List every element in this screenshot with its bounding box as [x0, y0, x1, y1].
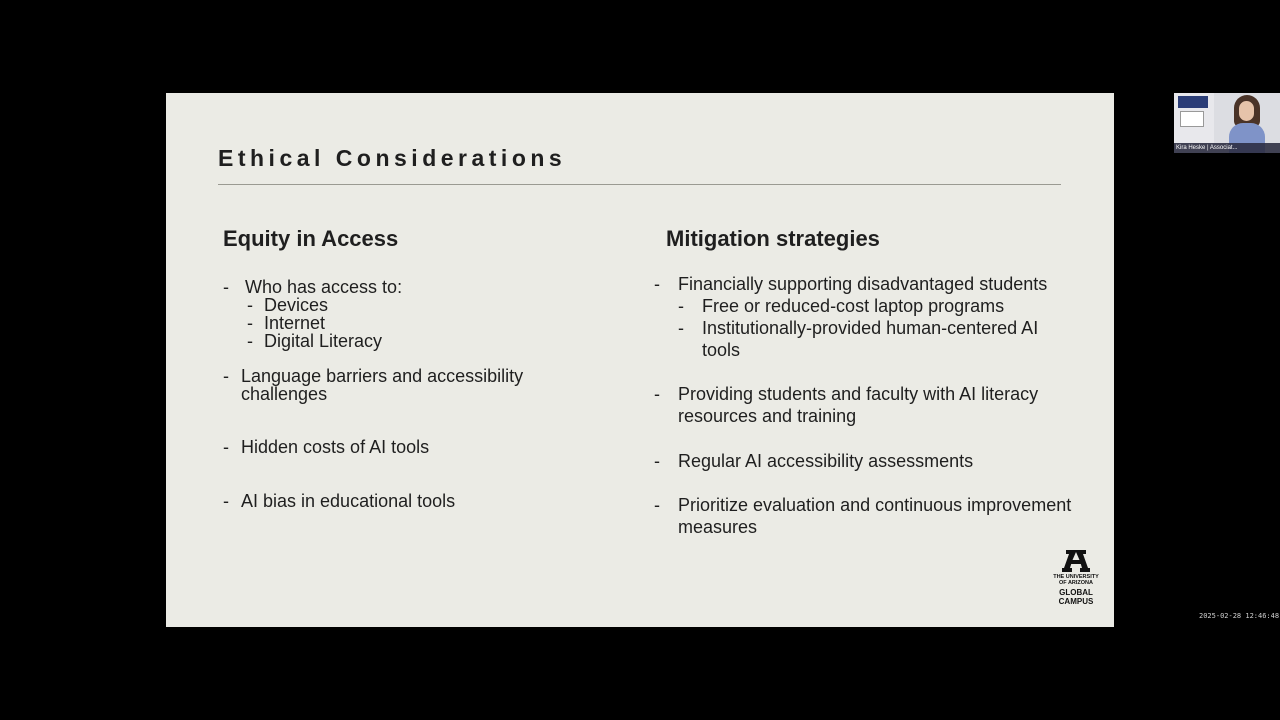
bullet-text: AI bias in educational tools: [241, 491, 456, 511]
participant-video-tile[interactable]: [1174, 93, 1280, 153]
background-banner: [1178, 96, 1208, 108]
bullet-dash: -: [654, 384, 660, 404]
bullet-text-continued: measures: [678, 517, 758, 537]
bullet-text: Language barriers and accessibility: [241, 366, 524, 386]
bullet-dash: -: [223, 437, 229, 457]
bullet-dash: -: [654, 274, 660, 294]
logo-line-3: GLOBAL: [1059, 588, 1093, 597]
logo-campus-text: [1051, 588, 1101, 606]
bullet-dash: -: [654, 451, 660, 471]
bullet-text: Devices: [264, 295, 329, 315]
bullet-text-continued: resources and training: [678, 406, 857, 426]
participant-name: Kira Heske | Associat...: [1176, 145, 1238, 151]
bullet-dash: -: [247, 295, 253, 315]
bullet-dash: -: [223, 366, 229, 386]
background-card: [1180, 111, 1204, 127]
slide-title: Ethical Considerations: [218, 145, 567, 171]
bullet-text: Free or reduced-cost laptop programs: [702, 296, 1005, 316]
bullet-dash: -: [247, 313, 253, 333]
bullet-dash: -: [654, 495, 660, 515]
university-logo: [1051, 548, 1101, 614]
bullet-text-continued: challenges: [241, 384, 328, 404]
logo-university-text: [1051, 574, 1101, 586]
block-a-icon: [1062, 548, 1090, 572]
recording-timestamp: 2025-02-28 12:46:48: [1199, 612, 1280, 620]
mitigation-heading: Mitigation strategies: [666, 226, 880, 251]
bullet-text: Internet: [264, 313, 326, 333]
logo-line-4: CAMPUS: [1058, 597, 1094, 606]
bullet-dash: -: [223, 491, 229, 511]
bullet-text: Providing students and faculty with AI literacy: [678, 384, 1039, 404]
bullet-dash: -: [223, 277, 229, 297]
bullet-text: Hidden costs of AI tools: [241, 437, 430, 457]
participant-face: [1239, 101, 1254, 121]
bullet-text-continued: tools: [702, 340, 741, 360]
title-divider: [218, 184, 1061, 185]
bullet-dash: -: [678, 296, 684, 316]
bullet-dash: -: [247, 331, 253, 351]
bullet-text: Regular AI accessibility assessments: [678, 451, 974, 471]
bullet-text: Prioritize evaluation and continuous improvement: [678, 495, 1072, 515]
equity-heading: Equity in Access: [223, 226, 399, 251]
logo-line-2: OF ARIZONA: [1058, 580, 1093, 586]
bullet-text: Digital Literacy: [264, 331, 383, 351]
logo-line-1: THE UNIVERSITY: [1053, 574, 1099, 580]
presentation-slide: [166, 93, 1114, 627]
bullet-dash: -: [678, 318, 684, 338]
bullet-text: Who has access to:: [245, 277, 403, 297]
bullet-text: Financially supporting disadvantaged students: [678, 274, 1048, 294]
bullet-text: Institutionally-provided human-centered AI: [702, 318, 1039, 338]
